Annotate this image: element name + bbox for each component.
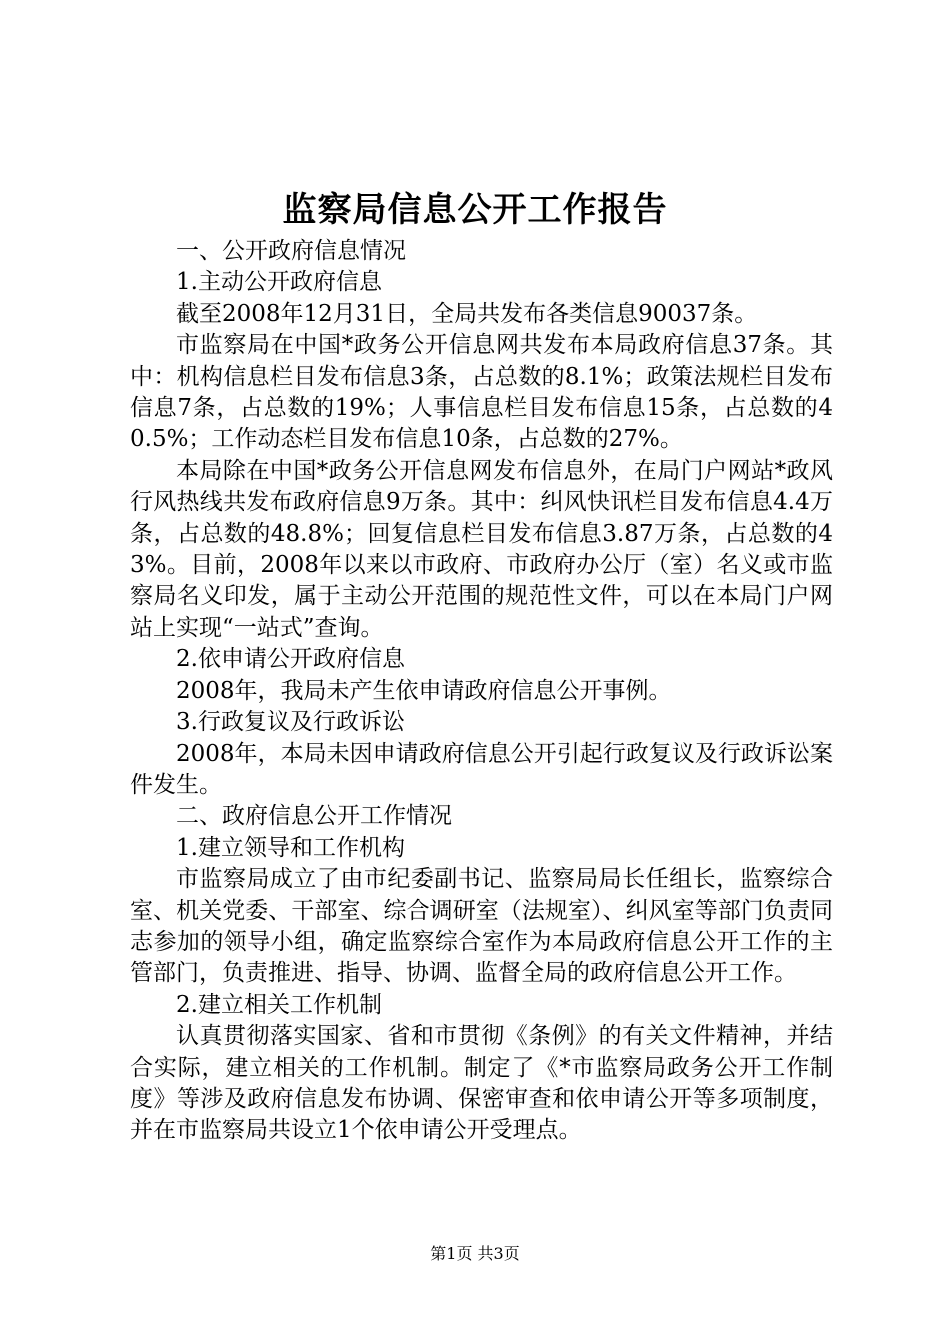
document-title: 监察局信息公开工作报告: [282, 190, 668, 230]
subsection-heading-2-1: 1.建立领导和工作机构: [176, 834, 405, 861]
body-paragraph: 截至2008年12月31日，全局共发布各类信息90037条。: [176, 300, 758, 327]
document-body: [130, 236, 833, 1147]
page-footer: [0, 1242, 950, 1266]
body-paragraph: 市监察局在中国*政务公开信息网共发布本局政府信息37条。其中：机构信息栏目发布信息3条，占总数的8.1%；政策法规栏目发布信息7条，占总数的19%；人事信息栏目发布信息15条，占总数的40.5%；工作动态栏目发布信息10条，占总数的27%。: [130, 332, 833, 453]
subsection-heading-1-2: 2.依申请公开政府信息: [176, 646, 405, 673]
body-paragraph: 2008年，本局未因申请政府信息公开引起行政复议及行政诉讼案件发生。: [130, 740, 833, 798]
body-paragraph: 2008年，我局未产生依申请政府信息公开事例。: [176, 677, 672, 704]
subsection-heading-2-2: 2.建立相关工作机制: [176, 991, 382, 1018]
section-heading-1: 一、公开政府信息情况: [176, 238, 406, 264]
body-paragraph: 本局除在中国*政务公开信息网发布信息外，在局门户网站*政风行风热线共发布政府信息9万条。其中：纠风快讯栏目发布信息4.4万条，占总数的48.8%；回复信息栏目发布信息3.87万条，占总数的43%。目前，2008年以来以市政府、市政府办公厅（室）名义或市监察局名义印发，属于主动公开范围的规范性文件，可以在本局门户网站上实现“一站式”查询。: [130, 457, 833, 641]
body-paragraph: 认真贯彻落实国家、省和市贯彻《条例》的有关文件精神，并结合实际，建立相关的工作机制。制定了《*市监察局政务公开工作制度》等涉及政府信息发布协调、保密审查和依申请公开等多项制度，并在市监察局共设立1个依申请公开受理点。: [130, 1023, 833, 1144]
page-number: 第1页 共3页: [430, 1244, 520, 1263]
section-heading-2: 二、政府信息公开工作情况: [176, 803, 452, 830]
subsection-heading-1-3: 3.行政复议及行政诉讼: [176, 709, 405, 736]
subsection-heading-1-1: 1.主动公开政府信息: [176, 269, 382, 296]
body-paragraph: 市监察局成立了由市纪委副书记、监察局局长任组长，监察综合室、机关党委、干部室、综合调研室（法规室）、纠风室等部门负责同志参加的领导小组，确定监察综合室作为本局政府信息公开工作的主管部门，负责推进、指导、协调、监督全局的政府信息公开工作。: [130, 866, 833, 987]
